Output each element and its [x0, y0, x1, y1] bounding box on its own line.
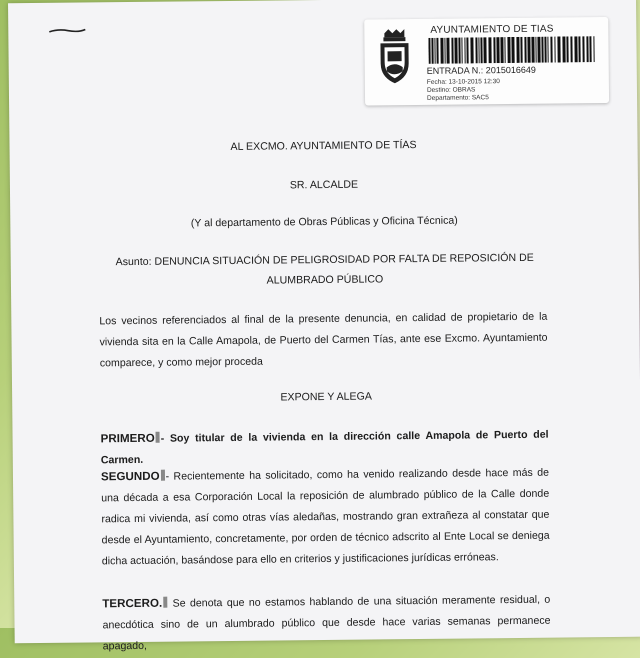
barcode-bar [428, 38, 430, 64]
barcode-bar [570, 36, 572, 62]
addressee: AL EXCMO. AYUNTAMIENTO DE TÍAS [230, 139, 417, 153]
section-heading: EXPONE Y ALEGA [280, 390, 372, 404]
segundo-paragraph [101, 462, 550, 573]
barcode-bar [589, 36, 591, 62]
barcode-bar [541, 37, 543, 63]
barcode-bar [535, 37, 536, 63]
barcode-bar [431, 38, 433, 64]
subject-line-1: Asunto: DENUNCIA SITUACIÓN DE PELIGROSIDAD POR FALTA DE REPOSICIÓN DE [115, 251, 534, 269]
barcode-bar [507, 37, 510, 63]
municipal-crest-icon [374, 27, 415, 85]
barcode-bar [516, 37, 519, 63]
barcode-bar [557, 37, 560, 63]
barcode-bar [480, 37, 482, 63]
barcode-bar [464, 38, 465, 64]
barcode-bar [444, 38, 445, 64]
redaction-mark [163, 597, 167, 608]
barcode-bar [504, 37, 505, 63]
barcode-bar [466, 37, 468, 63]
barcode-bar [554, 37, 555, 63]
barcode-bar [537, 37, 540, 63]
barcode-bar [454, 38, 457, 64]
barcode-bar [488, 37, 491, 63]
recipient-title: SR. ALCALDE [289, 178, 359, 192]
segundo-label: SEGUNDO [100, 469, 160, 484]
barcode-bar [547, 37, 548, 63]
barcode-bar [461, 38, 462, 64]
barcode-bar [511, 37, 514, 63]
stamp-destino: Destino: OBRAS [426, 86, 476, 94]
registry-stamp [364, 17, 609, 106]
redaction-mark [161, 470, 165, 481]
barcode-bar [531, 37, 534, 63]
handwritten-mark [48, 27, 86, 33]
tercero-text: Se denota que no estamos hablando de una situación meramente residual, o anecdótica sino de un alumbrado público que desde hace varias semanas permanece apagado, [102, 593, 551, 653]
barcode-bar [586, 36, 588, 62]
stamp-fecha: Fecha: 13-10-2015 12:30 [426, 78, 500, 86]
barcode-bar [593, 36, 594, 62]
barcode-bar [458, 38, 460, 64]
barcode-bar [451, 38, 453, 64]
barcode-bar [582, 36, 584, 62]
barcode-bar [527, 37, 530, 63]
department-note: (Y al departamento de Obras Públicas y Oficina Técnica) [190, 214, 458, 230]
document-page [8, 0, 640, 653]
barcode-bar [483, 37, 486, 63]
segundo-text: - Recientemente ha solicitado, como ha venido realizando desde hace más de una década a esa Corporación Local la reposición de alumbrado público de la Calle donde radica mi vivienda, así como otras vías aledañas, mostrando gran extrañeza al constatar que desde el Ayuntamiento, concretamente, por orden de técnico adscrito al Ente Local se deniega dicha actuación, basándose para ello en criterios y justificaciones jurídicas erróneas. [101, 466, 550, 568]
barcode-bar [475, 37, 477, 63]
barcode-bar [478, 37, 479, 63]
barcode [428, 36, 596, 64]
barcode-bar [440, 38, 443, 64]
barcode-bar [446, 38, 449, 64]
tercero-paragraph [102, 589, 551, 658]
barcode-bar [493, 37, 495, 63]
barcode-bar [496, 37, 499, 63]
stamp-departamento: Departamento: SAC5 [426, 94, 489, 102]
barcode-bar [500, 37, 503, 63]
barcode-bar [544, 37, 546, 63]
barcode-bar [578, 36, 580, 62]
barcode-bar [470, 37, 473, 63]
subject-line-2: ALUMBRADO PÚBLICO [266, 273, 384, 287]
stamp-title: AYUNTAMIENTO DE TIAS [430, 23, 554, 36]
barcode-bar [566, 36, 568, 62]
primero-label: PRIMERO [100, 431, 155, 446]
intro-paragraph: Los vecinos referenciados al final de la presente denuncia, en calidad de propietario de la vivienda sita en la Calle Amapola, de Puerto del Carmen Tías, ante ese Excmo. Ayuntamiento comparece, y como mejor proceda [99, 310, 548, 370]
tercero-label: TERCERO. [102, 596, 163, 611]
entrada-number: ENTRADA N.: 2015016649 [426, 64, 536, 76]
redaction-mark [156, 432, 160, 443]
primero-text: - Soy titular de la vivienda en la dirección calle Amapola de Puerto del Carmen. [100, 428, 549, 467]
barcode-bar [436, 38, 438, 64]
barcode-bar [574, 36, 577, 62]
barcode-bar [434, 38, 435, 64]
barcode-bar [524, 37, 526, 63]
barcode-bar [562, 36, 565, 62]
barcode-bar [550, 37, 552, 63]
barcode-bar [520, 37, 522, 63]
